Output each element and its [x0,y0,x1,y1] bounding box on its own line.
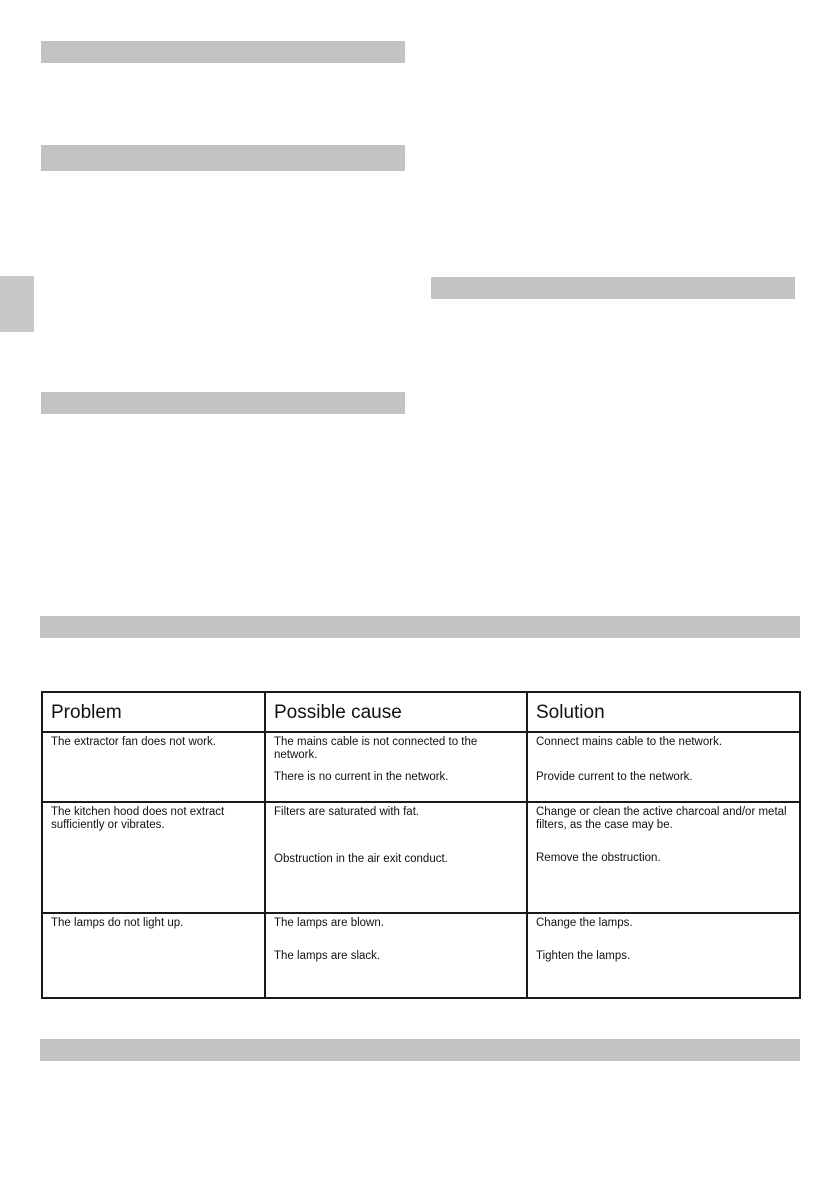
section-header-bar-2 [41,145,405,171]
table-row [42,913,800,998]
problem-cell [42,802,265,912]
table-header-row [42,692,800,732]
section-header-bar-3 [431,277,795,299]
cause-cell [265,732,527,802]
cause-text: Obstruction in the air exit conduct. [274,853,448,866]
header-possible-cause: Possible cause [265,692,527,732]
cause-text: The lamps are slack. [274,949,381,962]
solution-text: Change or clean the active charcoal and/or metal filters, as the case may be. [536,806,787,832]
solution-text: Remove the obstruction. [536,852,661,865]
cause-cell [265,913,527,998]
troubleshooting-table [41,691,801,999]
problem-text: The lamps do not light up. [51,916,184,929]
table-row [42,802,800,912]
solution-cell [527,802,800,912]
section-header-bar-6 [40,1039,800,1061]
cause-text: There is no current in the network. [274,771,449,783]
section-header-bar-troubleshooting [40,616,800,638]
solution-text: Tighten the lamps. [536,949,631,962]
solution-text: Provide current to the network. [536,771,693,783]
cause-text: Filters are saturated with fat. [274,806,420,819]
cause-text: The lamps are blown. [274,916,384,929]
solution-text: Change the lamps. [536,916,633,929]
cause-text: The mains cable is not connected to the network. [274,736,478,761]
solution-text: Connect mains cable to the network. [536,736,723,748]
problem-cell [42,913,265,998]
problem-cell [42,732,265,802]
header-problem: Problem [42,692,265,732]
section-header-bar-1 [41,41,405,63]
problem-text: The kitchen hood does not extract sufficiently or vibrates. [51,806,225,832]
solution-cell [527,732,800,802]
table-row [42,732,800,802]
problem-text: The extractor fan does not work. [51,736,216,748]
solution-cell [527,913,800,998]
page-side-tab [0,276,34,332]
cause-cell [265,802,527,912]
header-solution: Solution [527,692,800,732]
section-header-bar-4 [41,392,405,414]
